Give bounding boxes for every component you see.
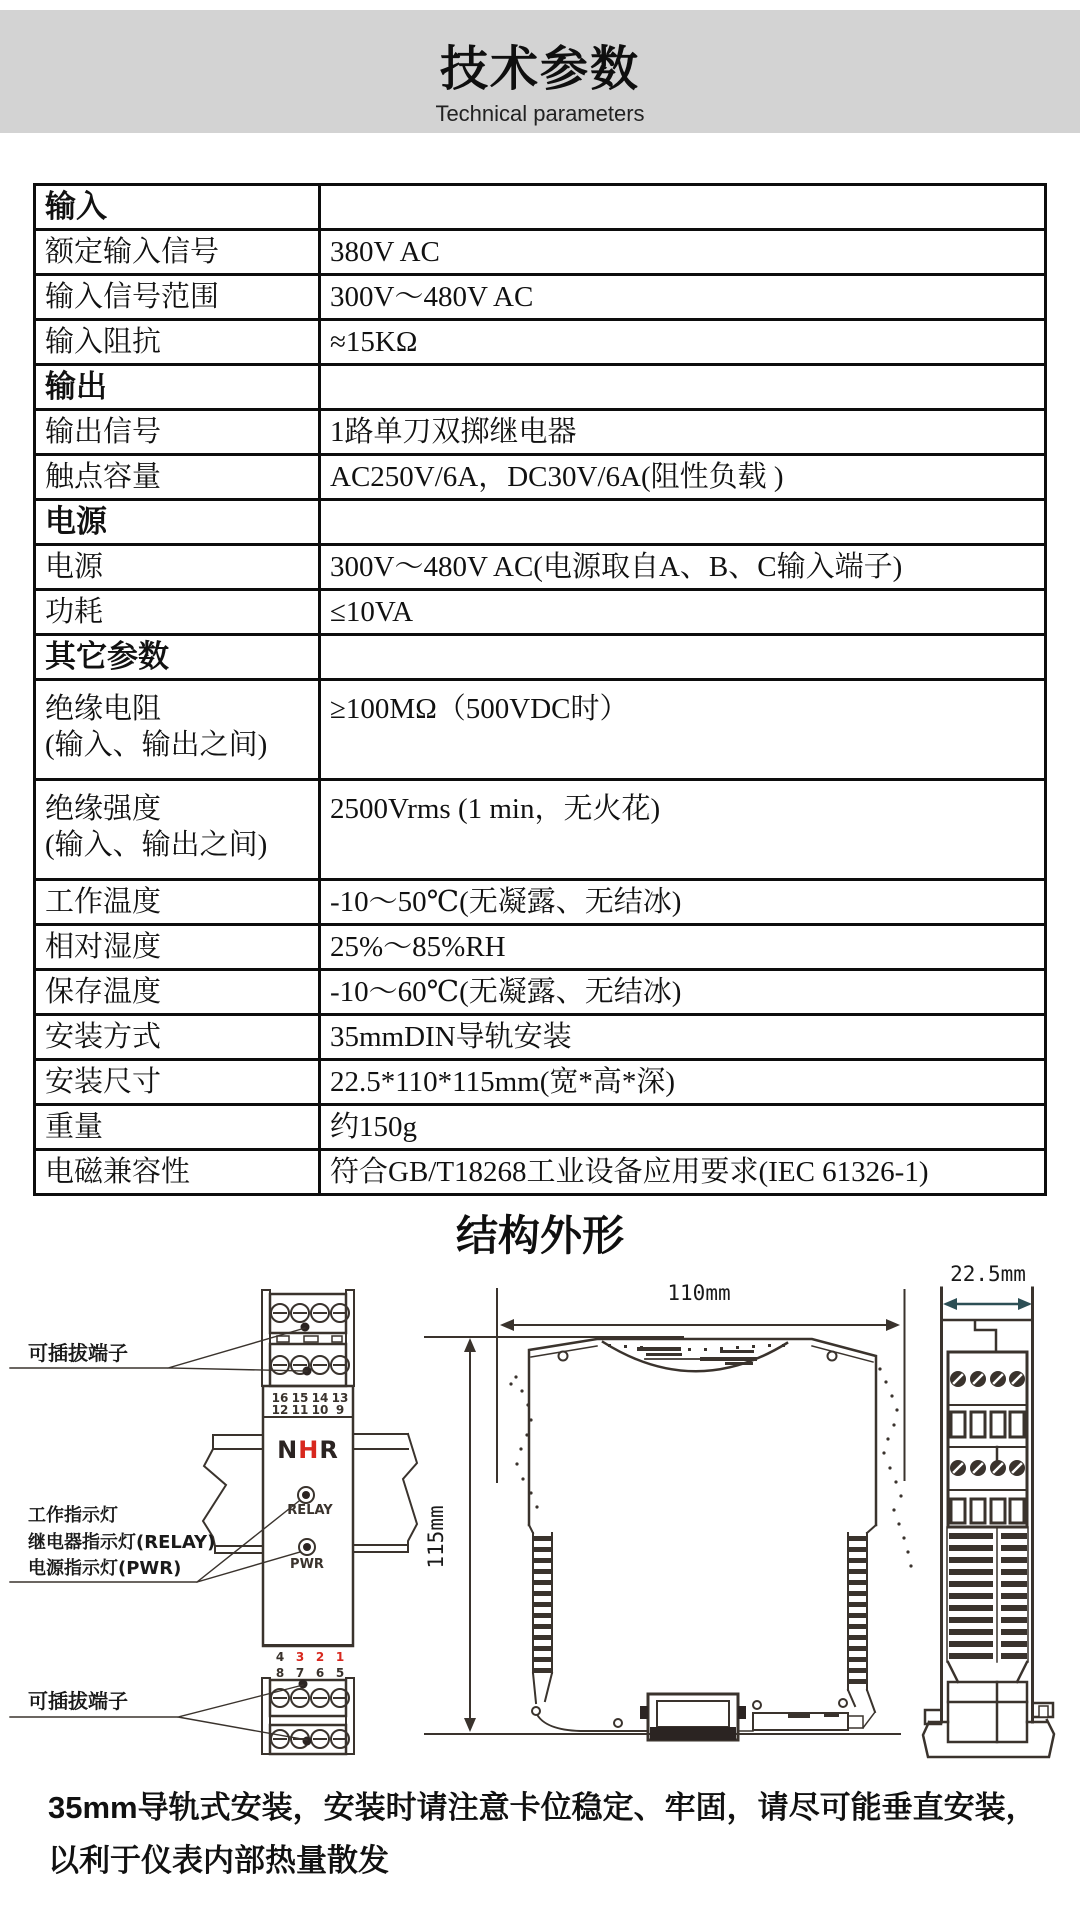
table-row <box>35 275 1046 320</box>
spec-value-cell: 300V～480V AC(电源取自A、B、C输入端子) <box>320 545 1046 590</box>
spec-label-cell <box>35 680 320 780</box>
terminal-number: 8 <box>275 1666 285 1680</box>
spec-label-cell: 工作温度 <box>35 880 320 925</box>
table-row <box>35 970 1046 1015</box>
indicator-callout-line2: 继电器指示灯(RELAY) <box>28 1532 216 1553</box>
spec-value-cell: 35mmDIN导轨安装 <box>320 1015 1046 1060</box>
indicator-callout <box>28 1504 215 1579</box>
table-row <box>35 680 1046 780</box>
spec-value-cell: 约150g <box>320 1105 1046 1150</box>
table-row <box>35 780 1046 880</box>
spec-label-cell: 输出信号 <box>35 410 320 455</box>
table-row <box>35 455 1046 500</box>
indicator-callout-line1: 工作指示灯 <box>28 1505 118 1526</box>
footer-note-line2: 以利于仪表内部热量散发 <box>48 1843 389 1878</box>
spec-value-cell: ≤10VA <box>320 590 1046 635</box>
spec-value-cell <box>320 635 1046 680</box>
terminal-number: 3 <box>295 1650 305 1664</box>
relay-indicator <box>298 1487 314 1503</box>
spec-value-cell <box>320 185 1046 230</box>
spec-label-cell: 电源 <box>35 545 320 590</box>
terminal-number: 11 <box>291 1403 309 1417</box>
terminal-number: 1 <box>335 1650 345 1664</box>
page-subtitle: Technical parameters <box>435 101 645 126</box>
spec-label-cell: 触点容量 <box>35 455 320 500</box>
terminal-callout-top: 可插拔端子 <box>28 1341 128 1365</box>
terminal-number: 6 <box>315 1666 325 1680</box>
spec-value-cell: 2500Vrms (1 min，无火花) <box>320 780 1046 880</box>
spec-label-line2: (输入、输出之间) <box>45 729 268 762</box>
indicator-callout-line3: 电源指示灯(PWR) <box>28 1558 182 1579</box>
table-row <box>35 365 1046 410</box>
brand-letter-r: R <box>319 1436 339 1464</box>
spec-label-line1: 绝缘电阻 <box>45 693 162 725</box>
header-band <box>0 10 1080 133</box>
side-view-diagram <box>424 1281 913 1740</box>
vent-ladder-left <box>533 1536 552 1673</box>
terminal-screws-top <box>271 1304 349 1374</box>
spec-label-cell: 安装尺寸 <box>35 1060 320 1105</box>
pwr-indicator-label: PWR <box>290 1557 324 1572</box>
spec-label-cell: 电磁兼容性 <box>35 1150 320 1195</box>
terminal-number: 9 <box>335 1403 345 1417</box>
terminal-numbers-bottom <box>276 1650 344 1680</box>
spec-label-line1: 绝缘强度 <box>45 793 162 825</box>
spec-label-cell: 额定输入信号 <box>35 230 320 275</box>
top-view-screws <box>950 1371 1025 1476</box>
width-dimension-label: 110mm <box>667 1281 731 1305</box>
top-recess-dots <box>608 1344 785 1365</box>
spec-label-cell: 输入信号范围 <box>35 275 320 320</box>
section-label: 电源 <box>35 500 320 545</box>
table-row <box>35 1015 1046 1060</box>
table-row <box>35 1060 1046 1105</box>
table-row <box>35 545 1046 590</box>
terminal-number: 14 <box>311 1391 329 1405</box>
terminal-number: 5 <box>335 1666 345 1680</box>
spec-value-cell: 22.5*110*115mm(宽*高*深) <box>320 1060 1046 1105</box>
table-row <box>35 925 1046 970</box>
structure-diagram <box>0 1240 1080 1785</box>
spec-label-cell: 保存温度 <box>35 970 320 1015</box>
spec-label-cell: 相对湿度 <box>35 925 320 970</box>
spec-label-cell: 重量 <box>35 1105 320 1150</box>
pwr-indicator <box>299 1539 315 1555</box>
front-view-diagram <box>10 1290 417 1754</box>
spec-value-cell: 300V～480V AC <box>320 275 1046 320</box>
spec-value-cell: 1路单刀双掷继电器 <box>320 410 1046 455</box>
spec-value-cell: -10～60℃(无凝露、无结冰) <box>320 970 1046 1015</box>
structure-title: 结构外形 <box>455 1212 624 1259</box>
brand-letter-h: H <box>298 1436 320 1464</box>
table-row <box>35 410 1046 455</box>
vent-ladder-right <box>848 1536 867 1684</box>
table-row <box>35 1150 1046 1195</box>
terminal-number: 2 <box>315 1650 325 1664</box>
terminal-number: 16 <box>271 1391 289 1405</box>
table-row <box>35 635 1046 680</box>
terminal-number: 4 <box>275 1650 285 1664</box>
footer-note <box>48 1781 1048 1887</box>
spec-value-cell: AC250V/6A，DC30V/6A(阻性负载 ) <box>320 455 1046 500</box>
terminal-number: 12 <box>271 1403 289 1417</box>
terminal-number: 13 <box>331 1391 349 1405</box>
spec-value-cell: 符合GB/T18268工业设备应用要求(IEC 61326-1) <box>320 1150 1046 1195</box>
table-row <box>35 185 1046 230</box>
din-clip <box>640 1694 746 1740</box>
section-label: 其它参数 <box>35 635 320 680</box>
terminal-callout-bottom: 可插拔端子 <box>28 1689 128 1713</box>
terminal-number: 7 <box>295 1666 305 1680</box>
depth-dimension-label: 22.5mm <box>950 1262 1026 1286</box>
top-view-slats <box>949 1533 1027 1659</box>
table-row <box>35 230 1046 275</box>
table-row <box>35 1105 1046 1150</box>
spec-value-cell <box>320 365 1046 410</box>
table-row <box>35 880 1046 925</box>
table-row <box>35 320 1046 365</box>
height-dimension-label: 115mm <box>424 1505 448 1569</box>
footer-note-line1: 35mm导轨式安装，安装时请注意卡位稳定、牢固，请尽可能垂直安装， <box>48 1790 1037 1825</box>
brand-logo <box>277 1436 339 1464</box>
brand-letter-n: N <box>277 1436 299 1464</box>
spec-value-cell: 380V AC <box>320 230 1046 275</box>
spec-value-cell: ≥100MΩ（500VDC时） <box>320 680 1046 780</box>
spec-label-cell: 输入阻抗 <box>35 320 320 365</box>
terminal-numbers-top <box>272 1391 349 1417</box>
spec-value-cell <box>320 500 1046 545</box>
spec-value-cell: 25%～85%RH <box>320 925 1046 970</box>
spec-table <box>33 183 1047 1196</box>
table-row <box>35 590 1046 635</box>
terminal-number: 10 <box>311 1403 329 1417</box>
spec-label-cell: 功耗 <box>35 590 320 635</box>
top-view-diagram <box>923 1262 1054 1757</box>
page-title: 技术参数 <box>439 43 640 96</box>
spec-label-line2: (输入、输出之间) <box>45 829 268 862</box>
spec-value-cell: ≈15KΩ <box>320 320 1046 365</box>
spec-label-cell: 安装方式 <box>35 1015 320 1060</box>
relay-indicator-label: RELAY <box>287 1503 333 1518</box>
terminal-number: 15 <box>291 1391 309 1405</box>
table-row <box>35 500 1046 545</box>
spec-value-cell: -10～50℃(无凝露、无结冰) <box>320 880 1046 925</box>
section-label: 输出 <box>35 365 320 410</box>
section-label: 输入 <box>35 185 320 230</box>
spec-label-cell <box>35 780 320 880</box>
